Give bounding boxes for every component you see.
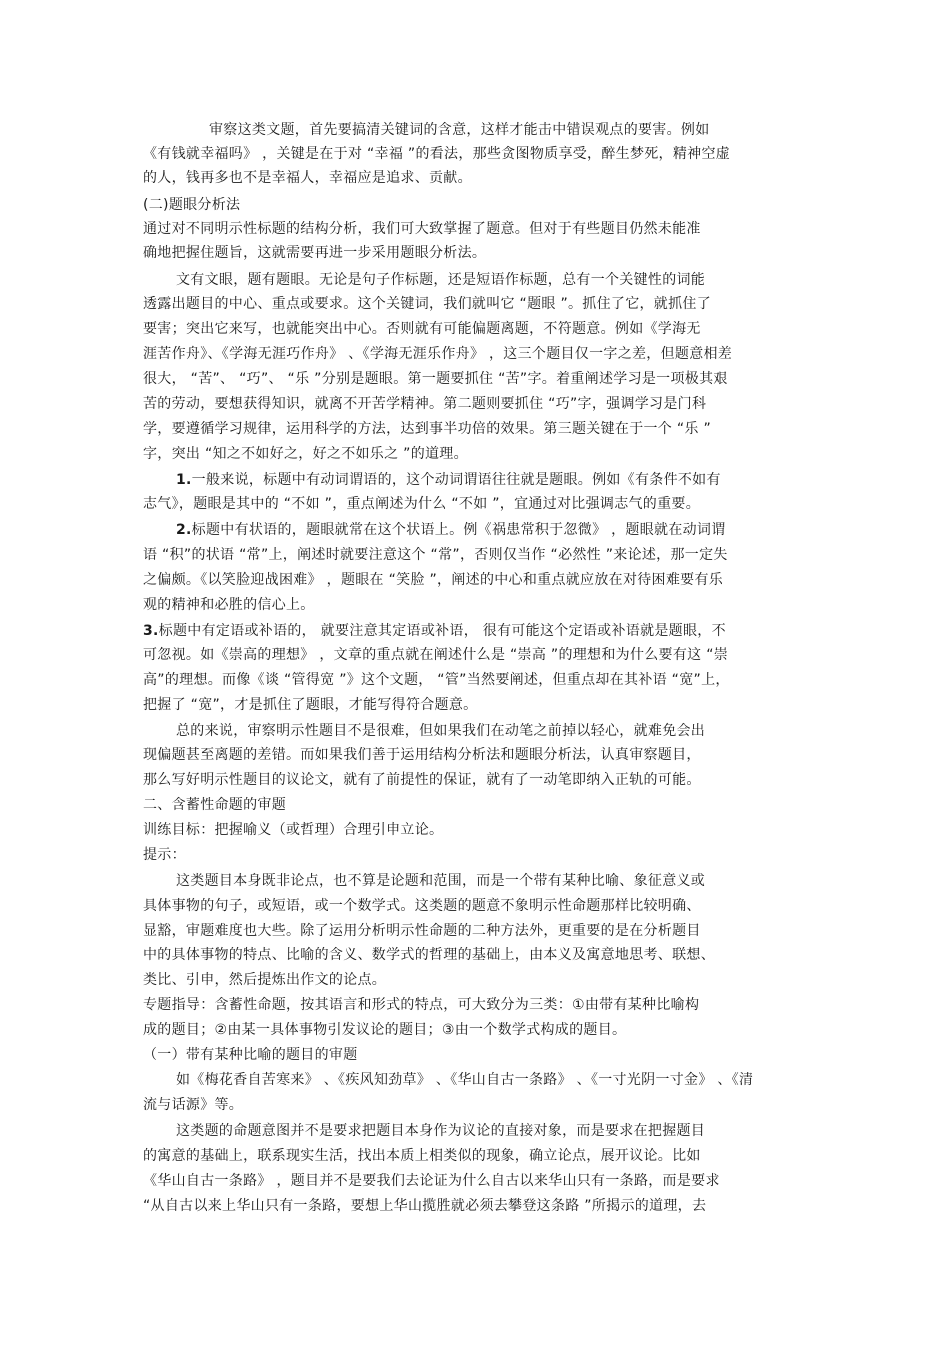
- text-line: 的人，钱再多也不是幸福人，幸福应是追求、贡献。: [143, 170, 472, 186]
- text-line: 之偏颇。《以笑脸迎战困难》 ，题眼在 “笑脸 ”，阐述的中心和重点就应放在对待困难要有乐: [143, 572, 724, 588]
- text-line: 语 “积”的状语 “常”上，阐述时就要注意这个 “常”，否则仅当作 “必然性 ”来论述，那一定失: [143, 547, 728, 563]
- text-line: 很大， “苦”、 “巧”、 “乐 ”分别是题眼。第一题要抓住 “苦”字。着重阐述学习是一项极其艰: [143, 371, 728, 387]
- text-line: 这类题目本身既非论点，也不算是论题和范围，而是一个带有某种比喻、象征意义或: [176, 873, 706, 889]
- text-line: 高”的理想。而像《谈 “管得宽 ”》这个文题， “管”当然要阐述，但重点却在其补语 “宽”上，: [143, 672, 730, 688]
- text-line: 提示：: [143, 847, 186, 863]
- text-line: 那么写好明示性题目的议论文，就有了前提性的保证，就有了一动笔即纳入正轨的可能。: [143, 772, 701, 788]
- text-line: 流与话源》等。: [143, 1097, 244, 1113]
- text-line: 透露出题目的中心、重点或要求。这个关键词，我们就叫它 “题眼 ”。抓住了它，就抓住了: [143, 296, 712, 312]
- text-line: 志气》，题眼是其中的 “不如 ”，重点阐述为什么 “不如 ”，宜通过对比强调志气的重要。: [143, 496, 701, 512]
- list-item: [176, 471, 721, 489]
- text-line: 文有文眼，题有题眼。无论是句子作标题，还是短语作标题，总有一个关键性的词能: [176, 272, 706, 288]
- text-line: 的寓意的基础上，联系现实生活，找出本质上相类似的现象，确立论点，展开议论。比如: [143, 1148, 701, 1164]
- text-line: 字，突出 “知之不如好之，好之不如乐之 ”的道理。: [143, 446, 468, 462]
- list-item: [143, 622, 726, 640]
- list-text: 标题中有定语或补语的， 就要注意其定语或补语， 很有可能这个定语或补语就是题眼，不: [158, 623, 726, 639]
- list-number: 1.: [176, 472, 192, 488]
- list-text: 标题中有状语的，题眼就常在这个状语上。例《祸患常积于忽微》 ，题眼就在动词谓: [191, 522, 726, 538]
- text-line: 通过对不同明示性标题的结构分析，我们可大致掌握了题意。但对于有些题目仍然未能准: [143, 221, 701, 237]
- list-text: 一般来说，标题中有动词谓语的，这个动词谓语往往就是题眼。例如《有条件不如有: [191, 472, 721, 488]
- text-line: 成的题目；②由某一具体事物引发议论的题目；③由一个数学式构成的题目。: [143, 1022, 627, 1038]
- text-line: 学，要遵循学习规律，运用科学的方法，达到事半功倍的效果。第三题关键在于一个 “乐 ”: [143, 421, 712, 437]
- text-line: 审察这类文题，首先要搞清关键词的含意，这样才能击中错误观点的要害。例如: [209, 122, 710, 138]
- text-line: 如《梅花香自苦寒来》 、《疾风知劲草》 、《华山自古一条路》 、《一寸光阴一寸金》 、《清: [176, 1072, 754, 1088]
- text-line: 总的来说，审察明示性题目不是很难，但如果我们在动笔之前掉以轻心，就难免会出: [176, 723, 706, 739]
- text-line: 显豁，审题难度也大些。除了运用分析明示性命题的二种方法外，更重要的是在分析题目: [143, 923, 701, 939]
- text-line: 确地把握住题旨，这就需要再进一步采用题眼分析法。: [143, 245, 487, 261]
- text-line: 这类题的命题意图并不是要求把题目本身作为议论的直接对象，而是要求在把握题目: [176, 1123, 706, 1139]
- text-line: 苦的劳动，要想获得知识，就离不开苦学精神。第二题则要抓住 “巧”字，强调学习是门科: [143, 396, 707, 412]
- text-line: 可忽视。如《崇高的理想》 ，文章的重点就在阐述什么是 “崇高 ”的理想和为什么要有这 “崇: [143, 647, 729, 663]
- text-line: 涯苦作舟》、《学海无涯巧作舟》 、《学海无涯乐作舟》 ，这三个题目仅一字之差，但题意相差: [143, 346, 733, 362]
- list-number: 2.: [176, 522, 192, 538]
- text-line: 中的具体事物的特点、比喻的含义、数学式的哲理的基础上，由本义及寓意地思考、联想、: [143, 947, 715, 963]
- text-line: 专题指导：含蓄性命题，按其语言和形式的特点，可大致分为三类：①由带有某种比喻构: [143, 997, 700, 1013]
- text-line: “从自古以来上华山只有一条路，要想上华山揽胜就必须去攀登这条路 ”所揭示的道理，去: [143, 1198, 707, 1214]
- text-line: 类比、引申，然后提炼出作文的论点。: [143, 972, 387, 988]
- section-heading: 二、含蓄性命题的审题: [143, 797, 286, 813]
- text-line: 观的精神和必胜的信心上。: [143, 597, 315, 613]
- list-number: 3.: [143, 623, 159, 639]
- text-line: 具体事物的句子，或短语，或一个数学式。这类题的题意不象明示性命题那样比较明确、: [143, 898, 701, 914]
- section-heading: （一）带有某种比喻的题目的审题: [143, 1047, 358, 1063]
- text-line: 训练目标：把握喻义（或哲理）合理引申立论。: [143, 822, 444, 838]
- list-item: [176, 521, 726, 539]
- text-line: 《华山自古一条路》 ，题目并不是要我们去论证为什么自古以来华山只有一条路，而是要求: [143, 1173, 720, 1189]
- text-line: 要害；突出它来写，也就能突出中心。否则就有可能偏题离题，不符题意。例如《学海无: [143, 321, 701, 337]
- text-line: 现偏题甚至离题的差错。而如果我们善于运用结构分析法和题眼分析法，认真审察题目，: [143, 747, 701, 763]
- text-line: 《有钱就幸福吗》 ，关键是在于对 “幸福 ”的看法，那些贪图物质享受，醉生梦死，精神空虚: [143, 146, 731, 162]
- section-heading: (二)题眼分析法: [143, 197, 241, 213]
- text-line: 把握了 “宽”，才是抓住了题眼，才能写得符合题意。: [143, 697, 478, 713]
